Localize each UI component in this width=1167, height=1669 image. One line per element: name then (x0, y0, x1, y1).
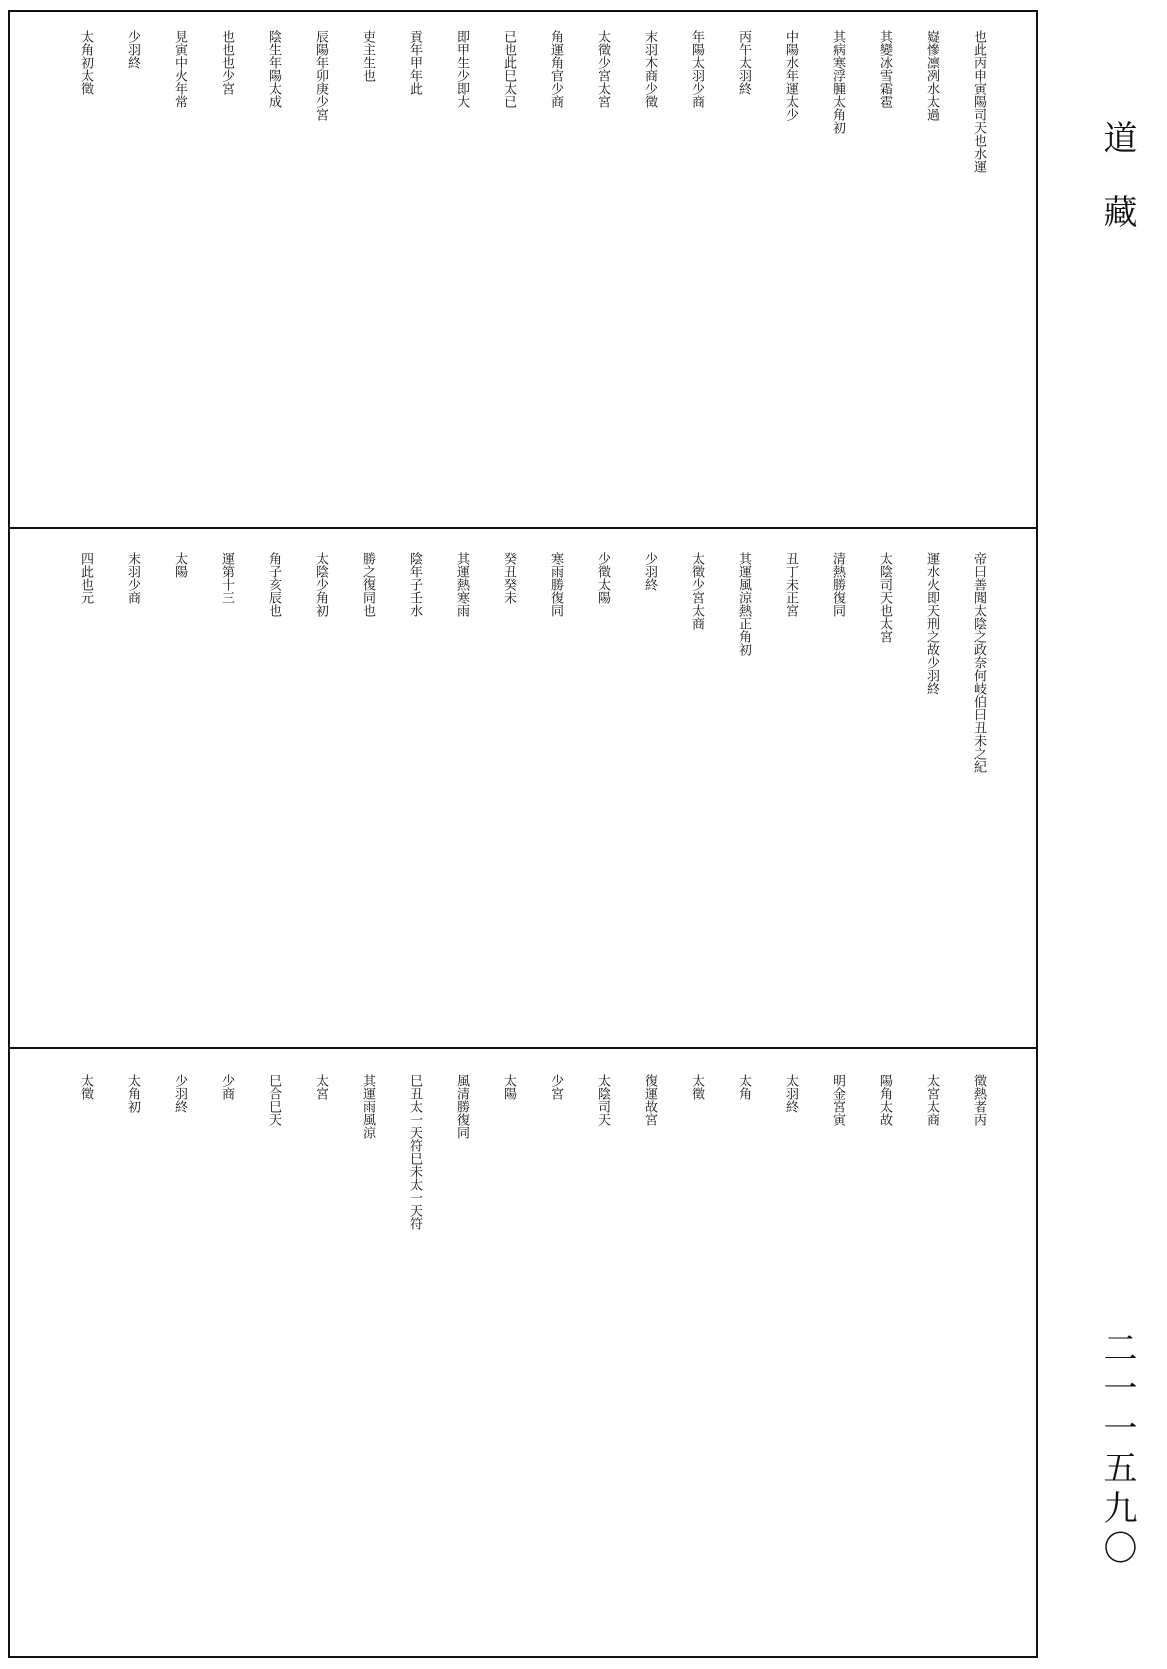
book-title: 道藏 (1097, 120, 1137, 268)
text-column: 少商 (219, 1074, 234, 1100)
text-column: 嶷慘凛冽水太過 (924, 30, 939, 121)
text-column: 其運熱寒雨 (454, 552, 469, 617)
text-column: 癸丑癸未 (501, 552, 516, 604)
text-column: 丙午太羽終 (736, 30, 751, 95)
text-column: 也此丙申寅陽司天也水運 (971, 30, 986, 173)
text-column: 已也此巳太已 (501, 30, 516, 108)
text-column: 寒雨勝復同 (548, 552, 563, 617)
text-column: 太陰少角初 (313, 552, 328, 617)
text-column: 帝曰善聞太陰之政奈何岐伯曰丑未之紀 (971, 552, 986, 773)
text-column: 吏主生也 (360, 30, 375, 82)
text-column: 末羽木商少徵 (642, 30, 657, 108)
text-column: 少徵太陽 (595, 552, 610, 604)
text-column: 運水火即天刑之故少羽終 (924, 552, 939, 695)
panel-divider-top (8, 527, 1038, 529)
text-column: 丑丁未正宮 (783, 552, 798, 617)
text-column: 太陽 (501, 1074, 516, 1100)
text-column: 即甲生少即大 (454, 30, 469, 108)
page-number: 二一一五九〇 (1097, 1330, 1137, 1570)
text-column: 風清勝復同 (454, 1074, 469, 1139)
text-column: 太角初太徵 (78, 30, 93, 95)
text-panel-top (60, 30, 990, 500)
text-column: 太宮 (313, 1074, 328, 1100)
text-column: 少羽終 (172, 1074, 187, 1113)
text-column: 太徵少宮太宮 (595, 30, 610, 108)
text-column: 也也也少宮 (219, 30, 234, 95)
text-column: 角子亥辰也 (266, 552, 281, 617)
text-column: 角運角官少商 (548, 30, 563, 108)
text-panel-bottom (60, 1074, 990, 1544)
text-column: 太陰司天 (595, 1074, 610, 1126)
text-column: 陽角太故 (877, 1074, 892, 1126)
text-column: 勝之復同也 (360, 552, 375, 617)
text-column: 太徵少宮太商 (689, 552, 704, 630)
text-column: 其運風涼熱正角初 (736, 552, 751, 656)
text-column: 太羽終 (783, 1074, 798, 1113)
text-column: 太徵 (78, 1074, 93, 1100)
text-column: 四此也元 (78, 552, 93, 604)
text-column: 清熱勝復同 (830, 552, 845, 617)
text-column: 少羽終 (642, 552, 657, 591)
text-column: 復運故宮 (642, 1074, 657, 1126)
text-column: 太角 (736, 1074, 751, 1100)
text-column: 巳合巳天 (266, 1074, 281, 1126)
text-column: 見寅中火年常 (172, 30, 187, 108)
text-column: 其變冰雪霜雹 (877, 30, 892, 108)
text-column: 貢年甲年此 (407, 30, 422, 95)
text-panel-middle (60, 552, 990, 1022)
text-column: 中陽水年運太少 (783, 30, 798, 121)
text-column: 陰生年陽太成 (266, 30, 281, 108)
text-column: 太徵 (689, 1074, 704, 1100)
text-column: 年陽太羽少商 (689, 30, 704, 108)
text-column: 辰陽年卯庚少宮 (313, 30, 328, 121)
text-column: 明金宮寅 (830, 1074, 845, 1126)
text-column: 太陽 (172, 552, 187, 578)
text-column: 少宮 (548, 1074, 563, 1100)
panel-divider-bottom (8, 1047, 1038, 1049)
text-column: 末羽少商 (125, 552, 140, 604)
text-column: 徵熱者丙 (971, 1074, 986, 1126)
text-column: 其病寒浮腫太角初 (830, 30, 845, 134)
text-column: 運第十三 (219, 552, 234, 604)
text-column: 太宮太商 (924, 1074, 939, 1126)
text-column: 太角初 (125, 1074, 140, 1113)
text-column: 其運雨風涼 (360, 1074, 375, 1139)
text-column: 陰年子壬水 (407, 552, 422, 617)
text-column: 少羽終 (125, 30, 140, 69)
text-column: 太陰司天也太宮 (877, 552, 892, 643)
text-column: 巳丑太一天符巳未太一天符 (407, 1074, 422, 1230)
